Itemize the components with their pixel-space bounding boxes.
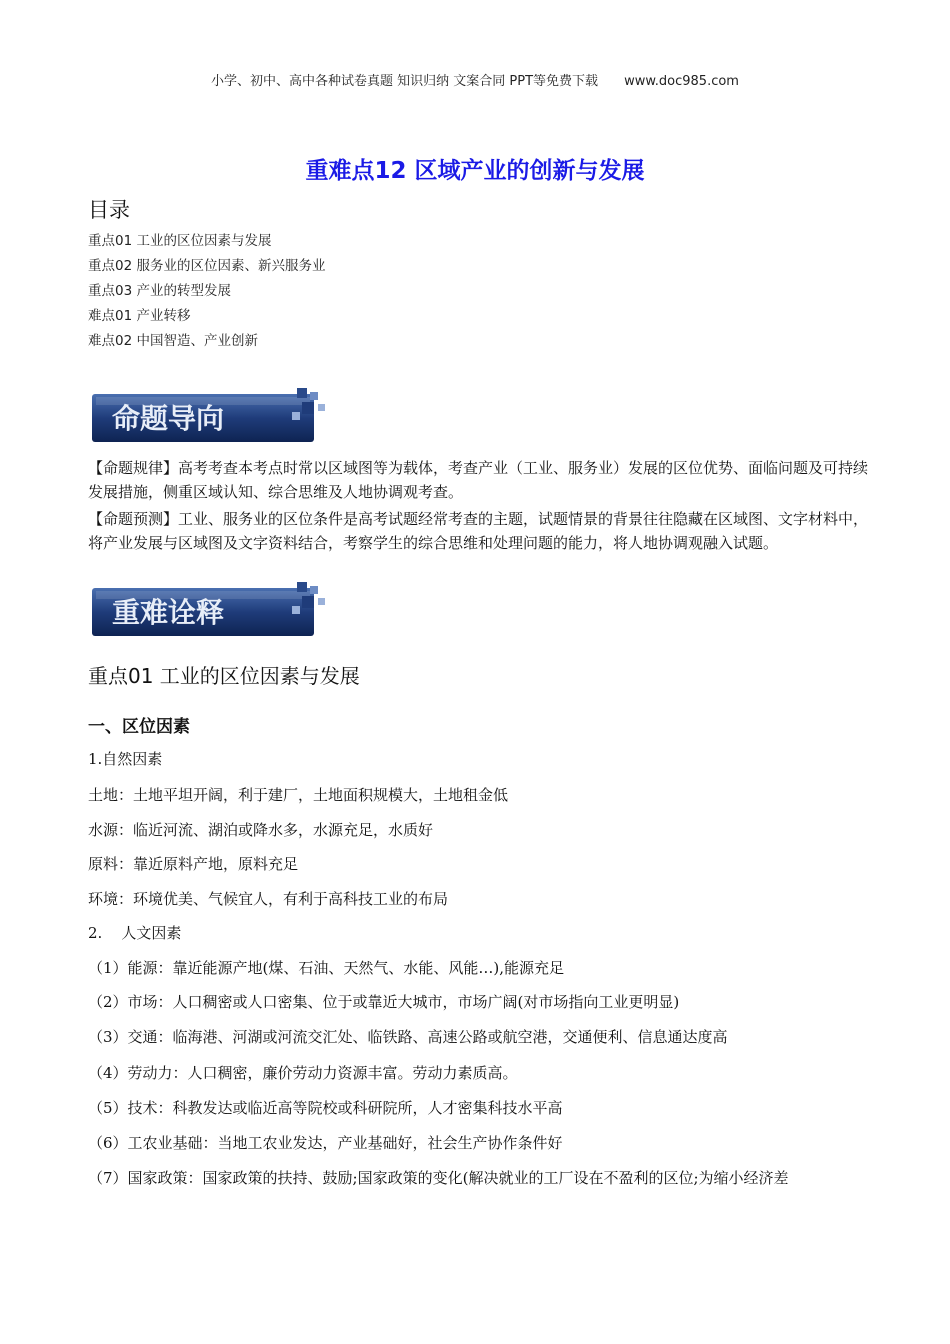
subsection-heading: 一、区位因素 — [88, 717, 190, 737]
header-text: 小学、初中、高中各种试卷真题 知识归纳 文案合同 PPT等免费下载 — [211, 74, 599, 89]
explanation-banner-text: 重难诠释 — [112, 596, 225, 629]
natural-factor: 环境：环境优美、气候宜人，有利于高科技工业的布局 — [88, 890, 449, 908]
toc-item[interactable]: 难点02 中国智造、产业创新 — [88, 333, 258, 349]
proposition-banner-text: 命题导向 — [112, 402, 225, 435]
page-header — [0, 70, 950, 89]
human-factor: （2）市场：人口稠密或人口密集、位于或靠近大城市，市场广阔(对市场指向工业更明显) — [88, 993, 680, 1011]
human-factor: （4）劳动力：人口稠密，廉价劳动力资源丰富。劳动力素质高。 — [88, 1064, 518, 1082]
toc-heading: 目录 — [88, 198, 130, 222]
toc-item[interactable]: 重点01 工业的区位因素与发展 — [88, 233, 272, 249]
proposition-rule: 【命题规律】高考考查本考点时常以区域图等为载体，考查产业（工业、服务业）发展的区位优势、面临问题及可持续发展措施，侧重区域认知、综合思维及人地协调观考查。 — [88, 459, 869, 501]
human-factor: （6）工农业基础：当地工农业发达，产业基础好，社会生产协作条件好 — [88, 1134, 563, 1152]
natural-factors-title: 1.自然因素 — [88, 750, 163, 768]
human-factor: （1）能源：靠近能源产地(煤、石油、天然气、水能、风能…),能源充足 — [88, 959, 565, 977]
explanation-banner — [92, 582, 332, 638]
natural-factor: 原料：靠近原料产地，原料充足 — [88, 855, 299, 873]
proposition-forecast: 【命题预测】工业、服务业的区位条件是高考试题经常考查的主题，试题情景的背景往往隐藏在区域图、文字材料中，将产业发展与区域图及文字资料结合，考察学生的综合思维和处理问题的能力，将人地协调观融入试题。 — [88, 510, 869, 552]
human-factors-title: 2. 人文因素 — [88, 924, 182, 942]
human-factor: （3）交通：临海港、河湖或河流交汇处、临铁路、高速公路或航空港，交通便利、信息通达度高 — [88, 1028, 728, 1046]
document-title: 重难点12 区域产业的创新与发展 — [305, 158, 645, 184]
natural-factor: 土地：土地平坦开阔，利于建厂，土地面积规模大，土地租金低 — [88, 786, 509, 804]
human-factor: （5）技术：科教发达或临近高等院校或科研院所，人才密集科技水平高 — [88, 1099, 563, 1117]
table-of-contents — [88, 229, 325, 354]
proposition-banner — [92, 388, 332, 444]
toc-item[interactable]: 难点01 产业转移 — [88, 308, 191, 324]
section-heading: 重点01 工业的区位因素与发展 — [88, 664, 360, 688]
toc-item[interactable]: 重点03 产业的转型发展 — [88, 283, 231, 299]
natural-factor: 水源：临近河流、湖泊或降水多，水源充足，水质好 — [88, 821, 434, 839]
human-factor: （7）国家政策：国家政策的扶持、鼓励;国家政策的变化(解决就业的工厂设在不盈利的区位;为缩小经济差 — [88, 1169, 789, 1187]
toc-item[interactable]: 重点02 服务业的区位因素、新兴服务业 — [88, 258, 326, 274]
header-site-link[interactable]: www.doc985.com — [624, 74, 739, 89]
